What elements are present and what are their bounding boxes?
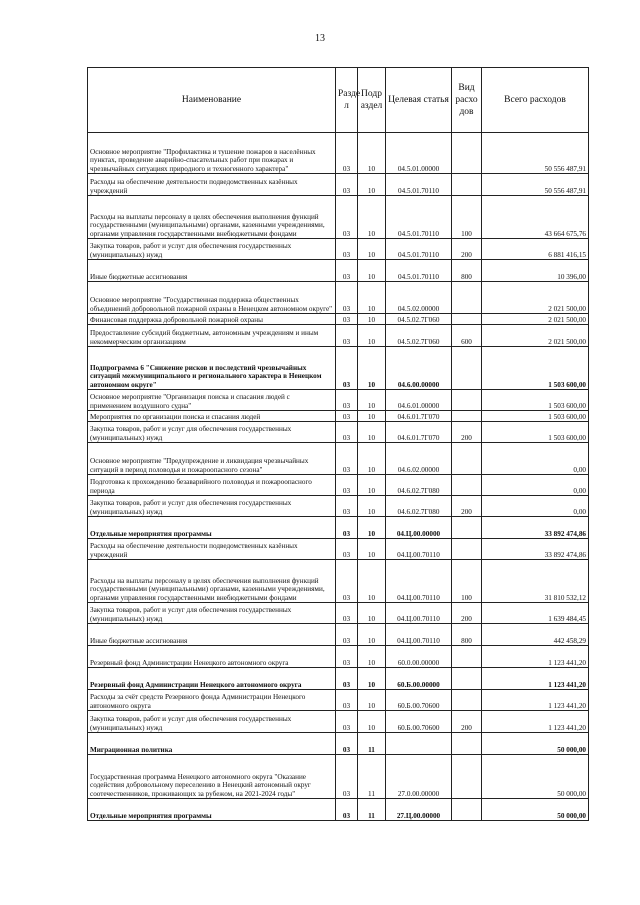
cell-razdel: 03 — [336, 174, 358, 196]
cell-podrazdel: 10 — [358, 603, 386, 624]
cell-name: Основное мероприятие "Организация поиска и спасания людей с применением воздушного судна" — [88, 390, 336, 411]
cell-podrazdel: 10 — [358, 347, 386, 390]
cell-podrazdel: 10 — [358, 624, 386, 646]
table-row — [88, 390, 589, 411]
cell-total: 2 021 500,00 — [482, 314, 589, 325]
cell-razdel: 03 — [336, 260, 358, 282]
table-row — [88, 733, 589, 755]
cell-name: Расходы на обеспечение деятельности подведомственных казённых учреждений — [88, 539, 336, 560]
cell-name: Основное мероприятие "Профилактика и тушение пожаров в населённых пунктах, проведение аварийно-спасательных работ при пожарах и чрезвычайных ситуациях природного и техногенного характера" — [88, 133, 336, 174]
cell-vid — [452, 539, 482, 560]
cell-total: 1 123 441,20 — [482, 668, 589, 690]
cell-razdel: 03 — [336, 603, 358, 624]
cell-vid: 800 — [452, 260, 482, 282]
header-target: Целевая статья — [386, 68, 452, 133]
cell-razdel: 03 — [336, 443, 358, 475]
cell-target: 04.6.02.7Г080 — [386, 475, 452, 496]
cell-target: 60.Б.00.70600 — [386, 690, 452, 711]
cell-name: Финансовая поддержка добровольной пожарной охраны — [88, 314, 336, 325]
cell-name: Миграционная политика — [88, 733, 336, 755]
cell-name: Отдельные мероприятия программы — [88, 517, 336, 539]
table-row — [88, 668, 589, 690]
cell-vid — [452, 174, 482, 196]
cell-total: 31 810 532,12 — [482, 560, 589, 603]
cell-total: 1 123 441,20 — [482, 646, 589, 668]
cell-name: Иные бюджетные ассигнования — [88, 624, 336, 646]
cell-target — [386, 733, 452, 755]
cell-razdel: 03 — [336, 347, 358, 390]
cell-podrazdel: 10 — [358, 196, 386, 239]
cell-razdel: 03 — [336, 517, 358, 539]
cell-target: 60.0.00.00000 — [386, 646, 452, 668]
cell-vid — [452, 690, 482, 711]
cell-target: 04.5.02.7Г060 — [386, 325, 452, 347]
cell-razdel: 03 — [336, 282, 358, 314]
cell-target: 04.5.01.70110 — [386, 196, 452, 239]
cell-razdel: 03 — [336, 560, 358, 603]
cell-vid: 800 — [452, 624, 482, 646]
cell-podrazdel: 10 — [358, 668, 386, 690]
cell-vid: 100 — [452, 196, 482, 239]
cell-vid — [452, 443, 482, 475]
cell-podrazdel: 10 — [358, 539, 386, 560]
cell-razdel: 03 — [336, 668, 358, 690]
cell-podrazdel: 10 — [358, 325, 386, 347]
cell-total: 2 021 500,00 — [482, 325, 589, 347]
cell-target: 04.6.01.7Г070 — [386, 411, 452, 422]
cell-name: Основное мероприятие "Предупреждение и ликвидация чрезвычайных ситуаций в период половодья и пожароопасного сезона" — [88, 443, 336, 475]
table-row — [88, 325, 589, 347]
cell-target: 04.Ц.00.70110 — [386, 539, 452, 560]
cell-vid: 200 — [452, 239, 482, 260]
cell-name: Резервный фонд Администрации Ненецкого автономного округа — [88, 668, 336, 690]
cell-vid — [452, 799, 482, 821]
cell-total: 0,00 — [482, 475, 589, 496]
cell-vid: 200 — [452, 603, 482, 624]
cell-razdel: 03 — [336, 496, 358, 517]
cell-razdel: 03 — [336, 799, 358, 821]
cell-name: Закупка товаров, работ и услуг для обеспечения государственных (муниципальных) нужд — [88, 422, 336, 443]
cell-target: 60.Б.00.00000 — [386, 668, 452, 690]
cell-total: 0,00 — [482, 496, 589, 517]
cell-podrazdel: 10 — [358, 260, 386, 282]
cell-podrazdel: 10 — [358, 133, 386, 174]
cell-name: Закупка товаров, работ и услуг для обеспечения государственных (муниципальных) нужд — [88, 603, 336, 624]
cell-razdel: 03 — [336, 711, 358, 733]
cell-podrazdel: 11 — [358, 799, 386, 821]
table-row — [88, 799, 589, 821]
cell-name: Расходы за счёт средств Резервного фонда Администрации Ненецкого автономного округа — [88, 690, 336, 711]
cell-vid: 100 — [452, 560, 482, 603]
cell-target: 04.5.02.00000 — [386, 282, 452, 314]
cell-razdel: 03 — [336, 422, 358, 443]
cell-name: Закупка товаров, работ и услуг для обеспечения государственных (муниципальных) нужд — [88, 496, 336, 517]
table-row — [88, 174, 589, 196]
cell-target: 04.5.01.70110 — [386, 174, 452, 196]
cell-total: 1 639 484,45 — [482, 603, 589, 624]
table-row — [88, 239, 589, 260]
budget-table — [87, 67, 589, 821]
header-name: Наименование — [88, 68, 336, 133]
table-row — [88, 517, 589, 539]
cell-target: 04.5.01.70110 — [386, 239, 452, 260]
cell-vid — [452, 517, 482, 539]
cell-razdel: 03 — [336, 646, 358, 668]
table-row — [88, 624, 589, 646]
cell-total: 50 556 487,91 — [482, 174, 589, 196]
cell-podrazdel: 10 — [358, 711, 386, 733]
cell-razdel: 03 — [336, 690, 358, 711]
cell-name: Расходы на выплаты персоналу в целях обеспечения выполнения функций государственными (муниципальными) органами, казенными учреждениями, органами управления государственными внебюджетными фондами — [88, 196, 336, 239]
cell-vid: 200 — [452, 711, 482, 733]
table-header-row — [88, 68, 589, 133]
cell-razdel: 03 — [336, 624, 358, 646]
cell-target: 04.6.00.00000 — [386, 347, 452, 390]
header-vid: Вид расхо дов — [452, 68, 482, 133]
cell-razdel: 03 — [336, 411, 358, 422]
cell-vid — [452, 646, 482, 668]
table-row — [88, 347, 589, 390]
cell-name: Подпрограмма 6 "Снижение рисков и последствий чрезвычайных ситуаций межмуниципального и регионального характера в Ненецком автономном округе" — [88, 347, 336, 390]
cell-total: 50 000,00 — [482, 755, 589, 799]
cell-podrazdel: 10 — [358, 314, 386, 325]
cell-podrazdel: 10 — [358, 475, 386, 496]
cell-vid — [452, 133, 482, 174]
table-row — [88, 443, 589, 475]
cell-vid — [452, 282, 482, 314]
cell-vid: 600 — [452, 325, 482, 347]
page-number: 13 — [315, 33, 325, 44]
cell-total: 1 503 600,00 — [482, 390, 589, 411]
cell-total: 0,00 — [482, 443, 589, 475]
cell-target: 04.5.02.7Г060 — [386, 314, 452, 325]
cell-podrazdel: 10 — [358, 560, 386, 603]
table-row — [88, 196, 589, 239]
cell-podrazdel: 10 — [358, 517, 386, 539]
cell-total: 50 556 487,91 — [482, 133, 589, 174]
cell-podrazdel: 10 — [358, 443, 386, 475]
header-total: Всего расходов — [482, 68, 589, 133]
table-row — [88, 411, 589, 422]
cell-podrazdel: 10 — [358, 496, 386, 517]
cell-target: 60.Б.00.70600 — [386, 711, 452, 733]
cell-total: 1 503 600,00 — [482, 411, 589, 422]
table-row — [88, 603, 589, 624]
cell-razdel: 03 — [336, 733, 358, 755]
table-row — [88, 755, 589, 799]
cell-total: 33 892 474,86 — [482, 539, 589, 560]
cell-total: 1 123 441,20 — [482, 711, 589, 733]
cell-podrazdel: 10 — [358, 422, 386, 443]
cell-razdel: 03 — [336, 196, 358, 239]
cell-name: Основное мероприятие "Государственная поддержка общественных объединений добровольной пожарной охраны в Ненецком автономном округе" — [88, 282, 336, 314]
cell-target: 04.Ц.00.00000 — [386, 517, 452, 539]
cell-podrazdel: 10 — [358, 646, 386, 668]
cell-razdel: 03 — [336, 133, 358, 174]
cell-razdel: 03 — [336, 475, 358, 496]
cell-name: Мероприятия по организации поиска и спасания людей — [88, 411, 336, 422]
cell-total: 6 881 416,15 — [482, 239, 589, 260]
cell-target: 04.Ц.00.70110 — [386, 624, 452, 646]
cell-razdel: 03 — [336, 314, 358, 325]
cell-razdel: 03 — [336, 239, 358, 260]
cell-total: 2 021 500,00 — [482, 282, 589, 314]
table-row — [88, 133, 589, 174]
cell-name: Расходы на выплаты персоналу в целях обеспечения выполнения функций государственными (муниципальными) органами, казенными учреждениями, органами управления государственными внебюджетными фондами — [88, 560, 336, 603]
table-row — [88, 422, 589, 443]
cell-vid — [452, 755, 482, 799]
table-row — [88, 690, 589, 711]
cell-target: 04.6.02.7Г080 — [386, 496, 452, 517]
cell-total: 1 503 600,00 — [482, 347, 589, 390]
cell-name: Подготовка к прохождению безаварийного половодья и пожароопасного периода — [88, 475, 336, 496]
cell-vid: 200 — [452, 496, 482, 517]
cell-name: Расходы на обеспечение деятельности подведомственных казённых учреждений — [88, 174, 336, 196]
table-row — [88, 646, 589, 668]
cell-podrazdel: 10 — [358, 174, 386, 196]
cell-name: Предоставление субсидий бюджетным, автономным учреждениям и иным некоммерческим организациям — [88, 325, 336, 347]
cell-razdel: 03 — [336, 755, 358, 799]
cell-podrazdel: 11 — [358, 755, 386, 799]
cell-vid — [452, 411, 482, 422]
cell-podrazdel: 10 — [358, 282, 386, 314]
cell-vid — [452, 347, 482, 390]
table-row — [88, 539, 589, 560]
cell-total: 1 503 600,00 — [482, 422, 589, 443]
table-row — [88, 560, 589, 603]
cell-name: Отдельные мероприятия программы — [88, 799, 336, 821]
cell-total: 10 396,00 — [482, 260, 589, 282]
cell-target: 04.5.01.70110 — [386, 260, 452, 282]
cell-target: 04.6.01.00000 — [386, 390, 452, 411]
cell-target: 04.Ц.00.70110 — [386, 603, 452, 624]
table-row — [88, 282, 589, 314]
cell-total: 50 000,00 — [482, 799, 589, 821]
cell-razdel: 03 — [336, 390, 358, 411]
cell-podrazdel: 11 — [358, 733, 386, 755]
cell-vid — [452, 668, 482, 690]
cell-podrazdel: 10 — [358, 390, 386, 411]
table-row — [88, 314, 589, 325]
cell-name: Закупка товаров, работ и услуг для обеспечения государственных (муниципальных) нужд — [88, 711, 336, 733]
cell-total: 33 892 474,86 — [482, 517, 589, 539]
cell-target: 27.Ц.00.00000 — [386, 799, 452, 821]
cell-name: Государственная программа Ненецкого автономного округа "Оказание содействия добровольному переселению в Ненецкий автономный округ соотечественников, проживающих за рубежом, на 2021-2024 годы" — [88, 755, 336, 799]
cell-podrazdel: 10 — [358, 411, 386, 422]
cell-name: Закупка товаров, работ и услуг для обеспечения государственных (муниципальных) нужд — [88, 239, 336, 260]
cell-name: Иные бюджетные ассигнования — [88, 260, 336, 282]
table-row — [88, 475, 589, 496]
cell-razdel: 03 — [336, 325, 358, 347]
cell-name: Резервный фонд Администрации Ненецкого автономного округа — [88, 646, 336, 668]
cell-target: 04.6.01.7Г070 — [386, 422, 452, 443]
cell-podrazdel: 10 — [358, 239, 386, 260]
cell-total: 1 123 441,20 — [482, 690, 589, 711]
cell-total: 50 000,00 — [482, 733, 589, 755]
cell-vid — [452, 390, 482, 411]
cell-vid — [452, 475, 482, 496]
cell-total: 442 458,29 — [482, 624, 589, 646]
cell-razdel: 03 — [336, 539, 358, 560]
cell-target: 27.0.00.00000 — [386, 755, 452, 799]
cell-target: 04.6.02.00000 — [386, 443, 452, 475]
table-row — [88, 260, 589, 282]
header-razdel: Разде л — [336, 68, 358, 133]
cell-podrazdel: 10 — [358, 690, 386, 711]
cell-target: 04.Ц.00.70110 — [386, 560, 452, 603]
cell-total: 43 664 675,76 — [482, 196, 589, 239]
cell-target: 04.5.01.00000 — [386, 133, 452, 174]
cell-vid — [452, 733, 482, 755]
cell-vid: 200 — [452, 422, 482, 443]
cell-vid — [452, 314, 482, 325]
table-row — [88, 711, 589, 733]
table-row — [88, 496, 589, 517]
header-podrazdel: Подр аздел — [358, 68, 386, 133]
